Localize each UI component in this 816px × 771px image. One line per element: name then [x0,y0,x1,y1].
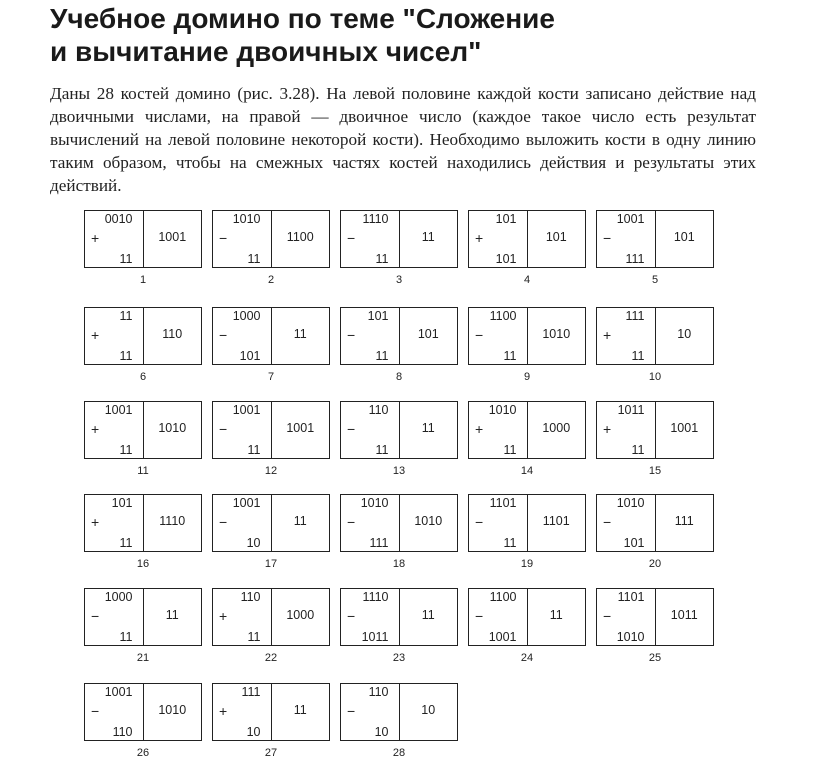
domino-top-operand: 1110 [362,212,389,226]
domino-tile [596,401,714,477]
domino-result: 1000 [542,421,571,435]
domino-number-label: 15 [648,465,662,477]
domino-result: 10 [677,327,692,341]
domino-result: 101 [673,230,695,244]
domino-tile [212,494,330,570]
domino-operation-half [85,211,144,267]
domino-bone [84,307,202,365]
domino-number-label: 17 [264,558,278,570]
domino-top-operand: 110 [368,403,389,417]
domino-operation-half [469,211,528,267]
domino-top-operand: 1100 [489,590,517,604]
domino-operation-half [341,308,400,364]
domino-operation-half [213,402,272,458]
domino-bottom-operand: 11 [503,349,517,363]
intro-paragraph: Даны 28 костей домино (рис. 3.28). На левой половине каждой кости записано действие над двоичными числами, на правой — двоичное число (каждое такое число есть результат вычислений на левой половине некоторой кости). Необходимо выложить кости в одну линию таким образом, чтобы на смежных частях костей находились действия и результаты этих действий. [50,84,756,195]
domino-tile [468,307,586,383]
domino-bottom-operand: 11 [375,443,389,457]
domino-result-half [144,589,202,645]
domino-bottom-operand: 11 [247,252,261,266]
domino-bone [468,494,586,552]
domino-bone [340,401,458,459]
domino-tile [340,210,458,286]
domino-bone [340,494,458,552]
domino-bottom-operand: 101 [495,252,517,266]
domino-bone [596,307,714,365]
domino-result: 11 [421,421,435,435]
domino-result: 11 [165,608,179,622]
domino-result: 1001 [158,230,187,244]
domino-number-label: 9 [523,371,531,383]
domino-operator: + [91,421,100,437]
domino-tile [340,683,458,759]
domino-operator: + [475,230,484,246]
domino-number-label: 1 [139,274,147,286]
domino-bottom-operand: 101 [623,536,645,550]
domino-number-label: 28 [392,747,406,759]
domino-bottom-operand: 110 [112,725,133,739]
domino-tile [84,588,202,664]
domino-top-operand: 1000 [104,590,133,604]
domino-operator: + [219,608,228,624]
domino-number-label: 24 [520,652,534,664]
domino-top-operand: 111 [241,685,261,699]
domino-operation-half [341,684,400,740]
domino-bone [84,494,202,552]
domino-operator: − [347,230,356,246]
domino-bone [212,494,330,552]
domino-number-label: 23 [392,652,406,664]
domino-operation-half [469,402,528,458]
domino-top-operand: 1110 [362,590,389,604]
domino-bottom-operand: 111 [625,252,645,266]
domino-result-half [656,211,714,267]
domino-operation-half [213,308,272,364]
domino-number-label: 25 [648,652,662,664]
domino-operator: − [347,327,356,343]
domino-result-half [144,495,202,551]
domino-tile [212,588,330,664]
domino-operator: − [603,514,612,530]
domino-operation-half [85,684,144,740]
domino-operation-half [85,308,144,364]
domino-bottom-operand: 111 [369,536,389,550]
domino-operator: + [603,327,612,343]
domino-operator: + [91,327,100,343]
domino-top-operand: 1001 [232,403,261,417]
domino-bottom-operand: 11 [375,252,389,266]
domino-tile [340,307,458,383]
domino-top-operand: 1001 [616,212,645,226]
domino-top-operand: 1001 [232,496,261,510]
domino-top-operand: 110 [240,590,261,604]
domino-tile [212,683,330,759]
domino-result-half [272,684,330,740]
domino-tile [340,401,458,477]
domino-bottom-operand: 11 [503,536,517,550]
domino-number-label: 5 [651,274,659,286]
domino-bottom-operand: 1001 [488,630,517,644]
domino-bone [596,494,714,552]
domino-result: 1011 [670,608,698,622]
domino-result: 1010 [414,514,443,528]
domino-bottom-operand: 11 [119,630,133,644]
domino-top-operand: 1010 [360,496,389,510]
domino-bottom-operand: 11 [631,443,645,457]
domino-result-half [656,402,714,458]
domino-operation-half [469,589,528,645]
domino-bone [596,588,714,646]
domino-operator: − [219,514,228,530]
domino-operation-half [597,495,656,551]
domino-bottom-operand: 11 [247,630,261,644]
domino-operator: − [603,608,612,624]
domino-tile [596,588,714,664]
domino-operation-half [85,402,144,458]
domino-tile [596,210,714,286]
domino-result-half [528,495,586,551]
domino-number-label: 6 [139,371,147,383]
domino-tile [84,401,202,477]
domino-operator: − [475,608,484,624]
domino-result: 101 [417,327,439,341]
domino-result-half [400,211,458,267]
domino-result-half [528,211,586,267]
domino-result: 11 [549,608,563,622]
domino-result-half [400,684,458,740]
domino-tile [212,401,330,477]
domino-result-half [400,308,458,364]
domino-operation-half [341,589,400,645]
domino-top-operand: 101 [495,212,517,226]
domino-top-operand: 101 [367,309,389,323]
domino-result-half [656,495,714,551]
domino-number-label: 11 [137,465,149,477]
domino-result: 10 [421,703,436,717]
domino-result: 11 [421,608,435,622]
domino-operation-half [85,495,144,551]
domino-number-label: 21 [136,652,150,664]
domino-operator: − [603,230,612,246]
domino-tile [212,210,330,286]
domino-result: 1100 [286,230,314,244]
domino-bone [340,307,458,365]
domino-result: 1010 [158,703,187,717]
domino-operation-half [597,402,656,458]
domino-tile [84,210,202,286]
domino-operation-half [213,211,272,267]
domino-top-operand: 1001 [104,403,133,417]
domino-bottom-operand: 10 [246,725,261,739]
domino-bone [340,210,458,268]
domino-operator: − [475,327,484,343]
domino-bottom-operand: 10 [374,725,389,739]
domino-bottom-operand: 10 [246,536,261,550]
domino-bone [596,210,714,268]
domino-operation-half [597,589,656,645]
domino-bone [340,588,458,646]
title-line-1: Учебное домино по теме "Сложение [50,3,555,34]
domino-result: 11 [421,230,435,244]
domino-bone [468,588,586,646]
domino-operator: − [347,514,356,530]
domino-tile [468,210,586,286]
domino-operation-half [85,589,144,645]
domino-bottom-operand: 11 [119,536,133,550]
domino-top-operand: 110 [368,685,389,699]
domino-bottom-operand: 101 [239,349,261,363]
domino-operation-half [341,495,400,551]
domino-operator: − [475,514,484,530]
domino-top-operand: 1011 [617,403,645,417]
domino-tile [596,307,714,383]
domino-operator: − [219,230,228,246]
domino-top-operand: 111 [625,309,645,323]
domino-top-operand: 0010 [104,212,133,226]
domino-operation-half [469,308,528,364]
domino-top-operand: 1101 [617,590,645,604]
domino-result-half [400,495,458,551]
domino-tile [212,307,330,383]
domino-bone [340,683,458,741]
domino-bottom-operand: 11 [503,443,517,457]
domino-bone [84,210,202,268]
domino-result: 1001 [670,421,699,435]
domino-top-operand: 101 [111,496,133,510]
domino-operator: + [91,230,100,246]
domino-number-label: 18 [392,558,406,570]
domino-result-half [528,308,586,364]
domino-number-label: 14 [520,465,534,477]
domino-result-half [400,589,458,645]
domino-result-half [272,308,330,364]
domino-result: 1001 [286,421,315,435]
domino-operation-half [597,308,656,364]
domino-bottom-operand: 11 [631,349,645,363]
domino-bottom-operand: 11 [119,252,133,266]
domino-result-half [144,308,202,364]
domino-top-operand: 1001 [104,685,133,699]
domino-result-half [272,589,330,645]
domino-operator: − [347,703,356,719]
domino-result-half [144,211,202,267]
domino-result-half [272,402,330,458]
domino-top-operand: 1100 [489,309,517,323]
domino-bone [468,401,586,459]
domino-tile [596,494,714,570]
domino-result-half [272,211,330,267]
domino-operation-half [213,589,272,645]
domino-number-label: 12 [264,465,278,477]
domino-bottom-operand: 11 [247,443,261,457]
domino-result: 1101 [542,514,570,528]
domino-operator: − [219,421,228,437]
domino-top-operand: 1010 [488,403,517,417]
domino-result-half [144,402,202,458]
domino-number-label: 10 [648,371,662,383]
domino-operator: − [91,608,100,624]
domino-bone [212,401,330,459]
domino-bone [84,588,202,646]
domino-number-label: 7 [267,371,275,383]
domino-number-label: 16 [136,558,150,570]
domino-result: 1010 [158,421,187,435]
domino-number-label: 8 [395,371,403,383]
domino-bone [84,401,202,459]
domino-tile [84,683,202,759]
domino-result: 1010 [542,327,571,341]
domino-operation-half [213,684,272,740]
domino-operation-half [213,495,272,551]
domino-operator: + [603,421,612,437]
domino-operation-half [597,211,656,267]
domino-bottom-operand: 11 [375,349,389,363]
domino-bone [84,683,202,741]
domino-tile [340,494,458,570]
domino-operator: + [219,703,228,719]
domino-result: 110 [162,327,183,341]
domino-operator: + [475,421,484,437]
domino-tile [468,401,586,477]
domino-result-half [656,308,714,364]
domino-tile [468,588,586,664]
domino-tile [84,494,202,570]
domino-operator: − [347,608,356,624]
domino-top-operand: 1101 [489,496,517,510]
domino-bottom-operand: 1010 [616,630,645,644]
domino-result-half [528,402,586,458]
domino-result: 101 [545,230,567,244]
domino-number-label: 22 [264,652,278,664]
domino-number-label: 2 [267,274,275,286]
domino-bone [468,210,586,268]
title-line-2: и вычитание двоичных чисел" [50,36,482,67]
domino-operation-half [469,495,528,551]
domino-top-operand: 11 [119,309,133,323]
domino-operator: − [91,703,100,719]
domino-result-half [656,589,714,645]
domino-top-operand: 1000 [232,309,261,323]
domino-result: 11 [293,327,307,341]
domino-result-half [528,589,586,645]
domino-bottom-operand: 11 [119,443,133,457]
domino-result-half [144,684,202,740]
domino-result: 1110 [159,514,186,528]
domino-bottom-operand: 11 [119,349,133,363]
domino-operator: − [219,327,228,343]
domino-operator: + [91,514,100,530]
domino-number-label: 3 [395,274,403,286]
domino-number-label: 13 [392,465,406,477]
domino-number-label: 20 [648,558,662,570]
domino-bottom-operand: 1011 [361,630,389,644]
domino-tile [84,307,202,383]
domino-bone [596,401,714,459]
domino-result-half [272,495,330,551]
domino-number-label: 27 [264,747,278,759]
domino-top-operand: 1010 [616,496,645,510]
domino-bone [212,307,330,365]
domino-top-operand: 1010 [232,212,261,226]
domino-result-half [400,402,458,458]
domino-tile [340,588,458,664]
domino-tile [468,494,586,570]
domino-number-label: 26 [136,747,150,759]
domino-result: 1000 [286,608,315,622]
domino-bone [212,210,330,268]
domino-result: 111 [674,514,694,528]
domino-result: 11 [293,703,307,717]
domino-number-label: 19 [520,558,534,570]
domino-operation-half [341,211,400,267]
domino-bone [212,588,330,646]
domino-operator: − [347,421,356,437]
domino-operation-half [341,402,400,458]
domino-bone [468,307,586,365]
domino-result: 11 [293,514,307,528]
domino-bone [212,683,330,741]
domino-number-label: 4 [523,274,531,286]
